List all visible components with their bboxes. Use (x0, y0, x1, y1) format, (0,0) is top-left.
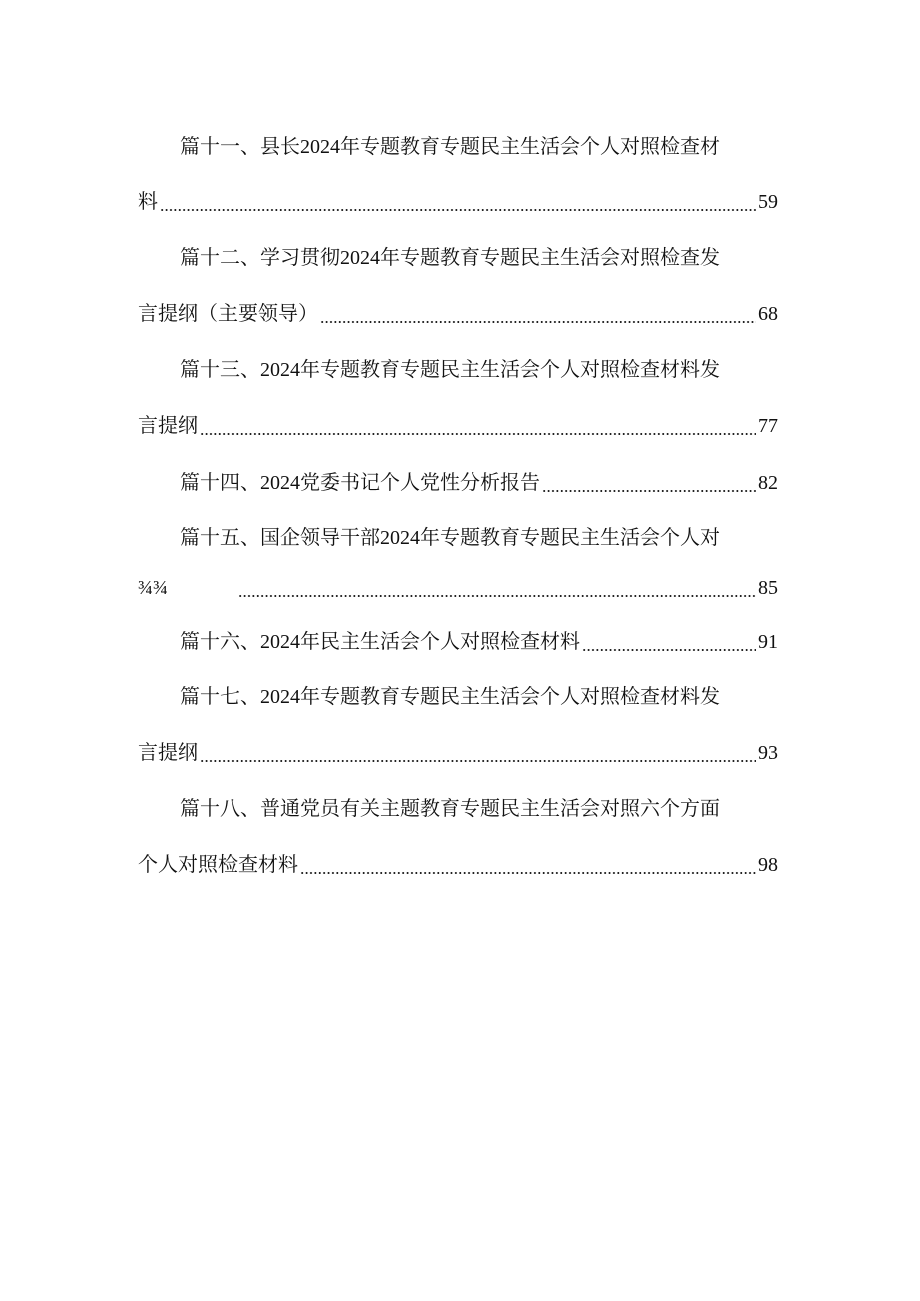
toc-page-number: 85 (758, 577, 778, 599)
toc-entry-continuation[interactable] (138, 738, 778, 768)
toc-page-number: 59 (758, 191, 778, 213)
toc-page-number: 91 (758, 631, 778, 653)
toc-entry-text: ¾¾ (138, 577, 168, 599)
toc-entry-title[interactable]: 篇十七、2024年专题教育专题民主生活会个人对照检查材料发 (180, 686, 720, 708)
toc-entry-text: 篇十四、2024党委书记个人党性分析报告 (180, 472, 540, 494)
toc-page-number: 77 (758, 415, 778, 437)
toc-entry-text: 个人对照检查材料 (138, 854, 298, 876)
dot-leader (582, 627, 756, 657)
toc-entry-title[interactable]: 篇十五、国企领导干部2024年专题教育专题民主生活会个人对 (180, 527, 720, 549)
dot-leader (200, 738, 756, 768)
dot-leader (200, 411, 756, 441)
toc-entry-continuation[interactable] (138, 187, 778, 217)
toc-entry-text: 料 (138, 191, 158, 213)
toc-entry-text: 言提纲 (138, 415, 198, 437)
toc-entry-title[interactable]: 篇十三、2024年专题教育专题民主生活会个人对照检查材料发 (180, 359, 720, 381)
toc-entry-text: 篇十六、2024年民主生活会个人对照检查材料 (180, 631, 580, 653)
toc-entry-text: 言提纲（主要领导） (138, 303, 318, 325)
toc-entry-continuation[interactable] (138, 573, 778, 603)
toc-entry-single[interactable] (180, 627, 778, 657)
toc-page-number: 98 (758, 854, 778, 876)
toc-entry-continuation[interactable] (138, 411, 778, 441)
toc-page-number: 82 (758, 472, 778, 494)
toc-page-number: 68 (758, 303, 778, 325)
dot-leader (320, 299, 756, 329)
toc-entry-title[interactable]: 篇十二、学习贯彻2024年专题教育专题民主生活会对照检查发 (180, 247, 720, 269)
dot-leader (238, 573, 756, 603)
toc-page-number: 93 (758, 742, 778, 764)
toc-entry-title[interactable]: 篇十八、普通党员有关主题教育专题民主生活会对照六个方面 (180, 798, 720, 820)
toc-entry-continuation[interactable] (138, 850, 778, 880)
toc-entry-text: 言提纲 (138, 742, 198, 764)
toc-entry-single[interactable] (180, 468, 778, 498)
dot-leader (160, 187, 756, 217)
toc-entry-title[interactable]: 篇十一、县长2024年专题教育专题民主生活会个人对照检查材 (180, 136, 720, 158)
dot-leader (300, 850, 756, 880)
toc-entry-continuation[interactable] (138, 299, 778, 329)
dot-leader (542, 468, 756, 498)
